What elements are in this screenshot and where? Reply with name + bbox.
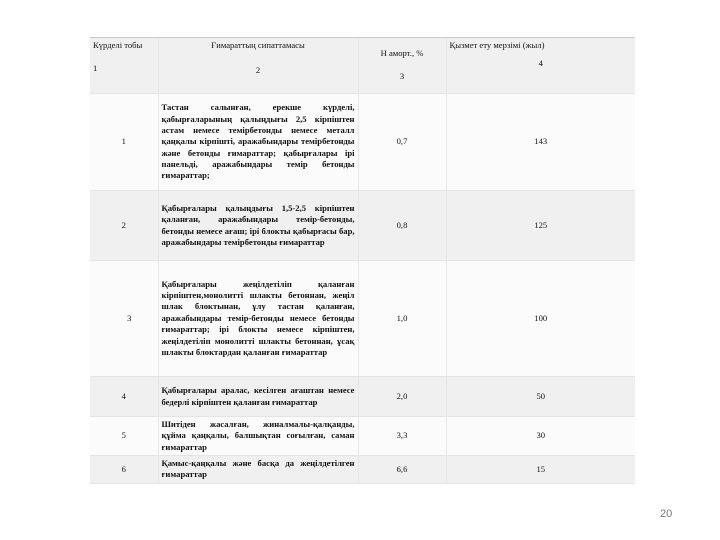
header-group-number: 1	[93, 63, 98, 74]
table-header-row	[90, 38, 635, 94]
term-cell: 50	[446, 377, 635, 417]
header-term-label: Қызмет ету мерзімі (жыл)	[449, 40, 545, 50]
table-row	[90, 417, 635, 456]
group-cell: 6	[90, 456, 158, 484]
desc-cell: Тастан салынған, ерекше күрделі, қабырғаларының қалыңдығы 2,5 кірпіштен астам немесе темірбетонды немесе металл қаңқалы кірпішті, аражабындары темірбетонды және бетонды ғимараттар; қабырғалары ірі панельді, аражабындары темір бетонды ғимараттар;	[158, 94, 358, 191]
group-cell: 4	[90, 377, 158, 417]
header-group-label: Күрделі тобы	[93, 40, 143, 50]
desc-cell: Қабырғалары қалыңдығы 1,5-2,5 кірпіштен қаланған, аражабындары темір-бетонды, бетонды немесе ағаш; ірі блокты қабырғасы бар, аражабындары темірбетонды ғимараттар	[158, 191, 358, 261]
amort-cell: 0,8	[358, 191, 446, 261]
term-cell: 125	[446, 191, 635, 261]
header-amort-cell	[358, 38, 446, 94]
header-group-cell	[90, 38, 158, 94]
header-desc-number: 2	[255, 65, 261, 76]
desc-cell: Қамыс-қаңқалы және басқа да жеңілдетілген ғимараттар	[158, 456, 358, 484]
term-cell: 30	[446, 417, 635, 456]
term-cell: 143	[446, 94, 635, 191]
depreciation-table	[90, 37, 635, 484]
amort-cell: 2,0	[358, 377, 446, 417]
header-desc-label: Ғимараттың сипаттамасы	[211, 40, 305, 50]
amort-cell: 1,0	[358, 261, 446, 377]
amort-cell: 0,7	[358, 94, 446, 191]
group-cell: 3	[90, 261, 158, 377]
amort-cell: 6,6	[358, 456, 446, 484]
group-cell: 1	[90, 94, 158, 191]
table-row	[90, 261, 635, 377]
header-amort-number: 3	[399, 71, 405, 82]
page-number: 20	[660, 508, 673, 520]
header-term-cell	[446, 38, 635, 94]
term-cell: 100	[446, 261, 635, 377]
table-row	[90, 456, 635, 484]
desc-cell: Қабырғалары жеңілдетіліп қаланған кірпіштен,монолитті шлакты бетоннан, жеңіл шлак блоктынан, ұлу тастан қаланған, аражабындары темір-бетонды немесе бетонды ғимараттар; ірі блокты немесе кірпіштен, жеңілдетіліп монолитті шлакты бетоннан, ұсақ шлакты блоктардан қаланған ғимараттар	[158, 261, 358, 377]
amort-cell: 3,3	[358, 417, 446, 456]
desc-cell: Қабырғалары аралас, кесілген ағаштан немесе бедерлі кірпіштен қаланған ғимараттар	[158, 377, 358, 417]
desc-cell: Шитіден жасалған, жиналмалы-қалқанды, құйма қаңқалы, балшықтан соғылған, саман ғимараттар	[158, 417, 358, 456]
table-row	[90, 191, 635, 261]
header-amort-label: Н аморт., %	[380, 48, 424, 58]
group-cell: 5	[90, 417, 158, 456]
header-desc-cell	[158, 38, 358, 94]
table-row	[90, 94, 635, 191]
header-term-number: 4	[538, 58, 543, 69]
table-row	[90, 377, 635, 417]
term-cell: 15	[446, 456, 635, 484]
group-cell: 2	[90, 191, 158, 261]
